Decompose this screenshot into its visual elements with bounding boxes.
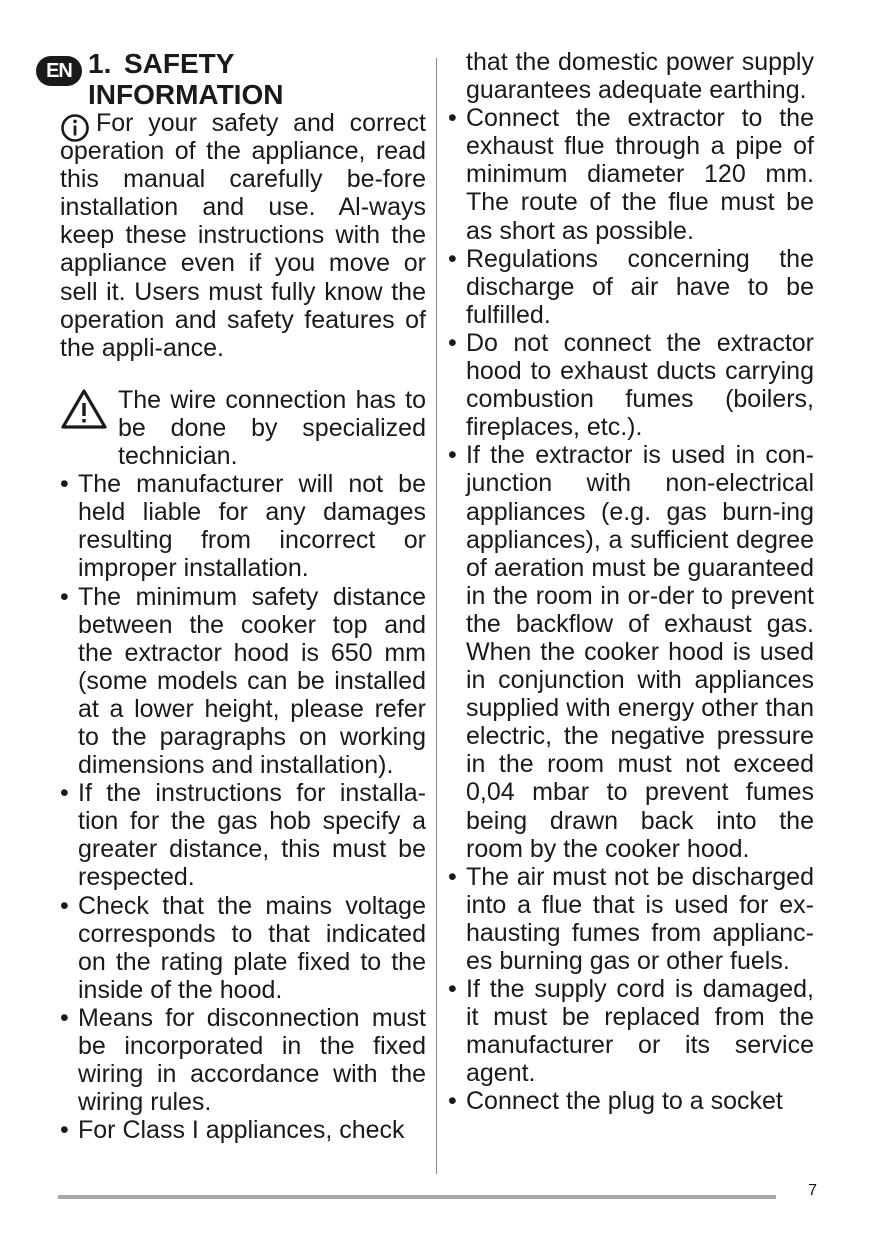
warning-block <box>60 386 426 470</box>
list-item: • The minimum safety distance between the cooker top and the extractor hood is 650 mm (some models can be installed at a lower height, please refer to the paragraphs on working dimensions and installation). <box>60 583 426 780</box>
left-bullet-list <box>60 470 426 1144</box>
section-number: 1. <box>88 48 112 79</box>
footer-rule <box>58 1195 776 1199</box>
list-item: • Check that the mains voltage corresponds to that indicated on the rating plate fixed to the inside of the hood. <box>60 892 426 1004</box>
list-item: • The manufacturer will not be held liable for any damages resulting from incorrect or improper installation. <box>60 470 426 582</box>
warning-text: The wire connection has to be done by specialized technician. <box>118 385 426 471</box>
list-item: • For Class I appliances, check <box>60 1116 426 1144</box>
list-item: • Means for disconnection must be incorporated in the fixed wiring in accordance with the wiring rules. <box>60 1004 426 1116</box>
list-item: • Connect the extractor to the exhaust flue through a pipe of minimum diameter 120 mm. The route of the flue must be as short as possible. <box>448 104 814 244</box>
continued-text: that the domestic power supply guarantees adequate earthing. <box>466 48 814 105</box>
section-heading <box>46 48 426 110</box>
list-item: • If the supply cord is damaged, it must be replaced from the manufacturer or its service agent. <box>448 975 814 1087</box>
warning-triangle-icon <box>60 388 108 430</box>
intro-text: For your safety and correct operation of the appliance, read this manual carefully be-fore installation and use. Al-ways keep these instructions with the appliance even if you move or sell it. Users must fully know the operation and safety features of the appli-ance. <box>60 109 426 362</box>
intro-paragraph <box>60 109 426 362</box>
list-item: • Regulations concerning the discharge of air have to be fulfilled. <box>448 245 814 329</box>
section-title-line1: SAFETY <box>124 48 235 79</box>
page-number: 7 <box>808 1182 817 1199</box>
section-title-line2: INFORMATION <box>88 79 284 110</box>
list-item: • If the extractor is used in con-junction with non-electrical appliances (e.g. gas burn-ing appliances), a sufficient degree of aeration must be guaranteed in the room in or-der to prevent the backflow of exhaust gas. When the cooker hood is used in conjunction with appliances supplied with energy other than electric, the negative pressure in the room must not exceed 0,04 mbar to prevent fumes being drawn back into the room by the cooker hood. <box>448 441 814 862</box>
list-item: • Do not connect the extractor hood to exhaust ducts carrying combustion fumes (boilers, fireplaces, etc.). <box>448 329 814 441</box>
list-item: • Connect the plug to a socket <box>448 1087 814 1115</box>
column-divider <box>436 58 437 1174</box>
list-item: • If the instructions for installa-tion for the gas hob specify a greater distance, this must be respected. <box>60 779 426 891</box>
right-bullet-list <box>448 104 814 1115</box>
info-icon <box>60 113 90 143</box>
list-item: • The air must not be discharged into a flue that is used for ex-hausting fumes from applianc-es burning gas or other fuels. <box>448 863 814 975</box>
right-column <box>448 48 814 1116</box>
left-column <box>46 48 426 1145</box>
language-badge: EN <box>36 56 82 86</box>
